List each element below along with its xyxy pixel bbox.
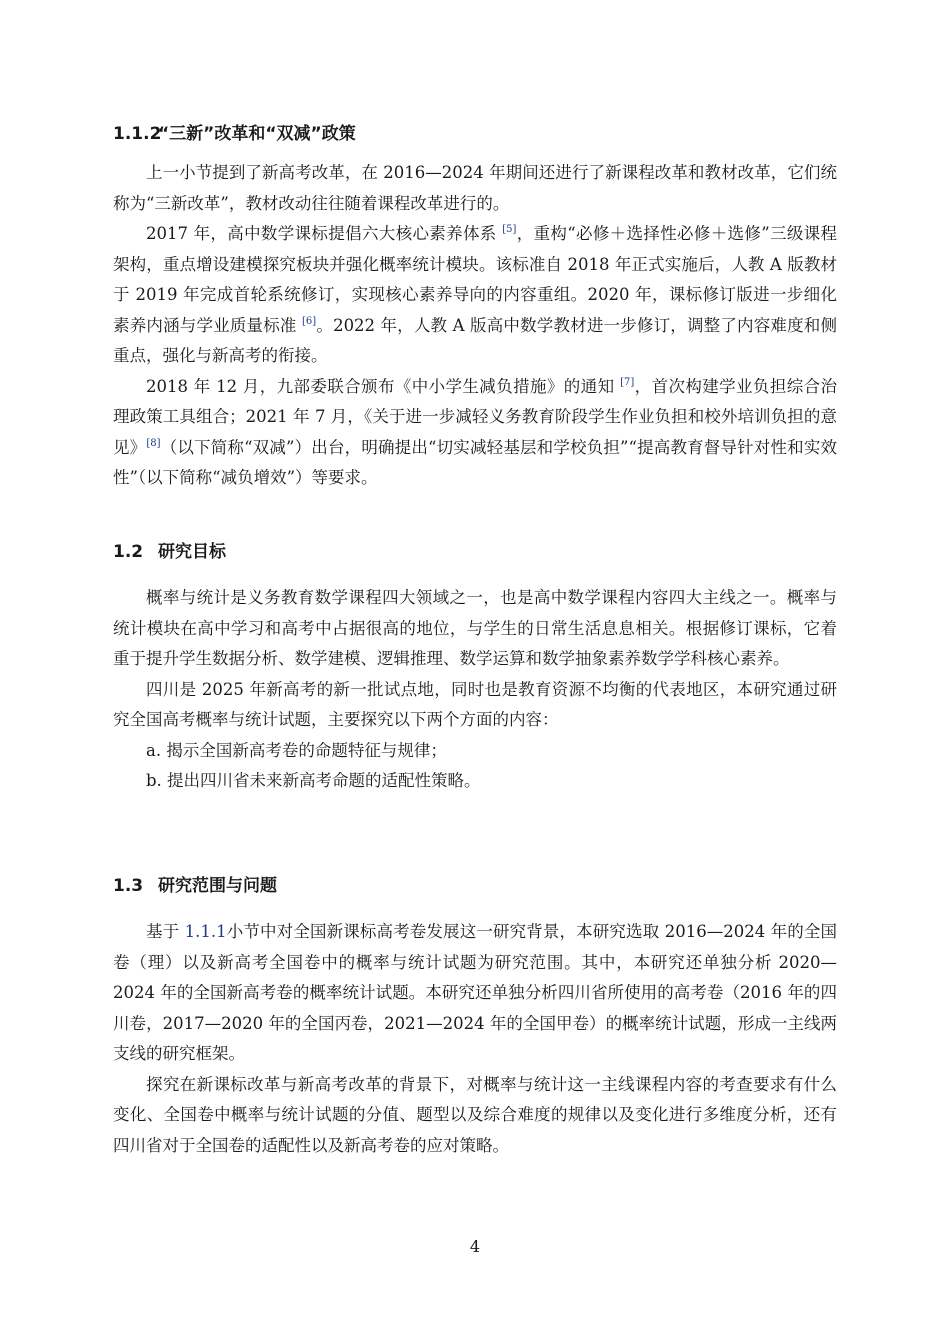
section-heading bbox=[113, 122, 837, 146]
section-number: 1.3 bbox=[113, 876, 144, 896]
paragraph: 2017 年，高中数学课标提倡六大核心素养体系 [5]，重构“必修＋选择性必修＋选修”三级课程架构，重点增设建模探究板块并强化概率统计模块。该标准自 2018 年正式实施后，人教 A 版教材于 2019 年完成首轮系统修订，实现核心素养导向的内容重组。2020 年，课标修订版进一步细化素养内涵与学业质量标准 [6]。2022 年，人教 A 版高中数学教材进一步修订，调整了内容难度和侧重点，强化与新高考的衔接。 bbox=[113, 224, 837, 365]
list-item: a. 揭示全国新高考卷的命题特征与规律； bbox=[146, 740, 447, 760]
citation-link[interactable]: [7] bbox=[620, 376, 635, 388]
paragraph: 概率与统计是义务教育数学课程四大领域之一，也是高中数学课程内容四大主线之一。概率与统计模块在高中学习和高考中占据很高的地位，与学生的日常生活息息相关。根据修订课标，它着重于提升学生数据分析、数学建模、逻辑推理、数学运算和数学抽象素养数学学科核心素养。 bbox=[113, 588, 837, 668]
section-heading bbox=[113, 540, 837, 564]
paragraph: 2018 年 12 月，九部委联合颁布《中小学生减负措施》的通知 [7]，首次构建学业负担综合治理政策工具组合；2021 年 7 月，《关于进一步减轻义务教育阶段学生作业负担和校外培训负担的意见》[8]（以下简称“双减”）出台，明确提出“切实减轻基层和学校负担”“提高教育督导针对性和实效性”（以下简称“减负增效”）等要求。 bbox=[113, 376, 838, 487]
section-1-3 bbox=[113, 874, 837, 1161]
citation-link[interactable]: [5] bbox=[502, 224, 517, 235]
section-title: 研究范围与问题 bbox=[158, 876, 277, 896]
section-number: 1.2 bbox=[113, 542, 144, 562]
section-1-2 bbox=[113, 540, 837, 797]
list-item: b. 提出四川省未来新高考命题的适配性策略。 bbox=[146, 771, 481, 790]
paragraph: 四川是 2025 年新高考的新一批试点地，同时也是教育资源不均衡的代表地区，本研究通过研究全国高考概率与统计试题，主要探究以下两个方面的内容： bbox=[113, 679, 837, 729]
paragraph: 基于 1.1.1小节中对全国新课标高考卷发展这一研究背景，本研究选取 2016—2024 年的全国卷（理）以及新高考全国卷中的概率与统计试题为研究范围。其中，本研究还单独分析 2020—2024 年的全国新高考卷的概率统计试题。本研究还单独分析四川省所使用的高考卷（2016 年的四川卷，2017—2020 年的全国丙卷，2021—2024 年的全国甲卷）的概率统计试题，形成一主线两支线的研究框架。 bbox=[113, 922, 837, 1063]
section-title: “三新”改革和“双减”政策 bbox=[158, 124, 356, 144]
section-1-1-2 bbox=[113, 122, 837, 494]
section-number: 1.1.2 bbox=[113, 124, 162, 144]
section-title: 研究目标 bbox=[158, 542, 226, 562]
citation-link[interactable]: [6] bbox=[302, 315, 317, 327]
page-number: 4 bbox=[469, 1237, 481, 1256]
citation-link[interactable]: [8] bbox=[146, 437, 161, 449]
section-link[interactable]: 1.1.1 bbox=[184, 922, 227, 941]
paragraph: 上一小节提到了新高考改革，在 2016—2024 年期间还进行了新课程改革和教材改革，它们统称为“三新改革”，教材改动往往随着课程改革进行的。 bbox=[113, 163, 837, 213]
paragraph: 探究在新课标改革与新高考改革的背景下，对概率与统计这一主线课程内容的考查要求有什么变化、全国卷中概率与统计试题的分值、题型以及综合难度的规律以及变化进行多维度分析，还有四川省对于全国卷的适配性以及新高考卷的应对策略。 bbox=[113, 1074, 837, 1155]
section-heading bbox=[113, 874, 837, 898]
